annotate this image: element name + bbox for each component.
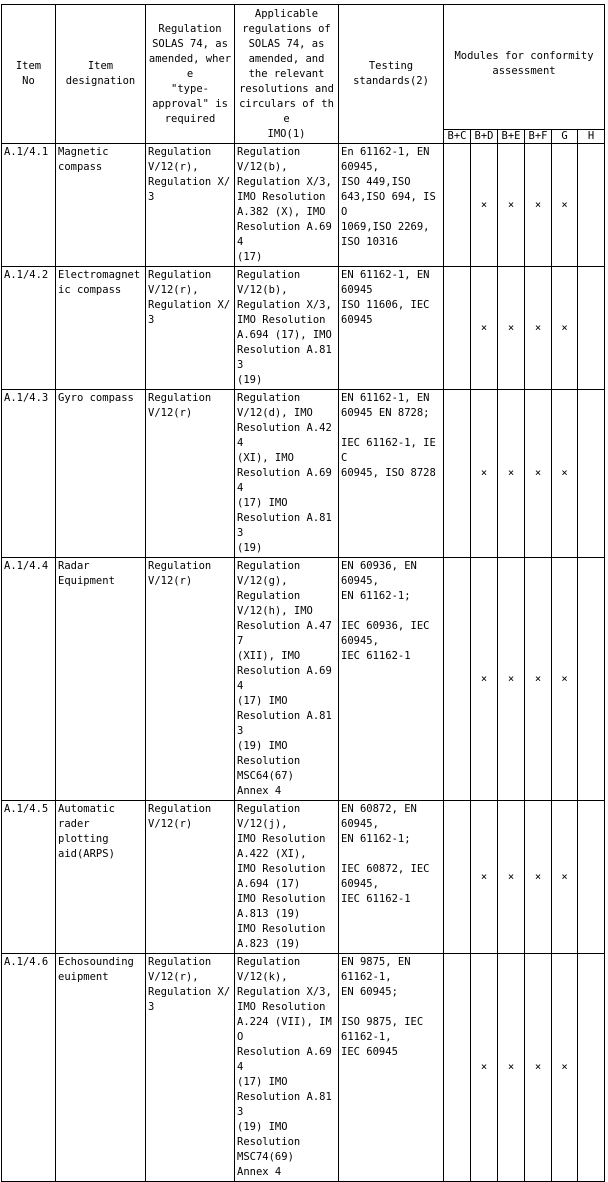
module-mark-cell xyxy=(552,954,578,1182)
module-mark-cell xyxy=(498,390,525,558)
regulation-cell: Regulation V/12(r) xyxy=(146,390,235,558)
item-no-cell: A.1/4.6 xyxy=(2,954,56,1182)
applicable-regulations-cell: Regulation V/12(b), Regulation X/3, IMO Resolution A.382 (X), IMO Resolution A.694 (17) xyxy=(235,144,339,267)
module-mark-cell xyxy=(471,144,498,267)
header-modules: Modules for conformity assessment xyxy=(444,5,605,130)
regulation-cell: Regulation V/12(r), Regulation X/3 xyxy=(146,954,235,1182)
module-mark-cell xyxy=(552,267,578,390)
testing-standards-cell: EN 60872, EN 60945, EN 61162-1; IEC 60872, IEC 60945, IEC 61162-1 xyxy=(339,801,444,954)
item-no-cell: A.1/4.1 xyxy=(2,144,56,267)
module-col-h: H xyxy=(578,130,605,144)
regulation-cell: Regulation V/12(r), Regulation X/3 xyxy=(146,267,235,390)
cross-mark-icon: × xyxy=(534,870,542,883)
item-designation-cell: Gyro compass xyxy=(56,390,146,558)
module-mark-cell xyxy=(498,954,525,1182)
regulation-cell: Regulation V/12(r) xyxy=(146,558,235,801)
regulation-cell: Regulation V/12(r), Regulation X/3 xyxy=(146,144,235,267)
cross-mark-icon: × xyxy=(534,198,542,211)
module-mark-cell xyxy=(578,954,605,1182)
applicable-regulations-cell: Regulation V/12(k), Regulation X/3, IMO Resolution A.224 (VII), IMO Resolution A.694 (17) IMO Resolution A.813 (19) IMO Resolution MSC74(69) Annex 4 xyxy=(235,954,339,1182)
module-col-be: B+E xyxy=(498,130,525,144)
module-mark-cell xyxy=(578,144,605,267)
cross-mark-icon: × xyxy=(507,1061,515,1073)
module-mark-cell xyxy=(578,558,605,801)
header-regulation: Regulation SOLAS 74, as amended, where "type- approval" is required xyxy=(146,5,235,144)
module-mark-cell xyxy=(498,144,525,267)
module-mark-cell xyxy=(444,558,471,801)
cross-mark-icon: × xyxy=(507,672,515,685)
testing-standards-cell: EN 61162-1, EN 60945 ISO 11606, IEC 60945 xyxy=(339,267,444,390)
cross-mark-icon: × xyxy=(534,467,542,479)
module-mark-cell xyxy=(525,267,552,390)
cross-mark-icon: × xyxy=(561,870,568,883)
header-item-designation: Item designation xyxy=(56,5,146,144)
cross-mark-icon: × xyxy=(534,672,542,685)
item-no-cell: A.1/4.2 xyxy=(2,267,56,390)
module-mark-cell xyxy=(444,267,471,390)
item-designation-cell: Echosounding euipment xyxy=(56,954,146,1182)
testing-standards-cell: EN 9875, EN 61162-1, EN 60945; ISO 9875, IEC 61162-1, IEC 60945 xyxy=(339,954,444,1182)
module-mark-cell xyxy=(578,801,605,954)
module-mark-cell xyxy=(525,144,552,267)
cross-mark-icon: × xyxy=(507,467,515,479)
module-mark-cell xyxy=(444,144,471,267)
applicable-regulations-cell: Regulation V/12(j), IMO Resolution A.422 (XI), IMO Resolution A.694 (17) IMO Resolution A.813 (19) IMO Resolution A.823 (19) xyxy=(235,801,339,954)
cross-mark-icon: × xyxy=(480,672,488,685)
module-mark-cell xyxy=(444,954,471,1182)
module-mark-cell xyxy=(552,390,578,558)
table-row xyxy=(2,144,605,267)
module-mark-cell xyxy=(578,390,605,558)
item-designation-cell: Automatic rader plotting aid(ARPS) xyxy=(56,801,146,954)
cross-mark-icon: × xyxy=(480,870,488,883)
cross-mark-icon: × xyxy=(561,321,568,334)
applicable-regulations-cell: Regulation V/12(g), Regulation V/12(h), IMO Resolution A.477 (XII), IMO Resolution A.694 (17) IMO Resolution A.813 (19) IMO Resolution MSC64(67) Annex 4 xyxy=(235,558,339,801)
module-mark-cell xyxy=(498,558,525,801)
module-col-bf: B+F xyxy=(525,130,552,144)
module-col-g: G xyxy=(552,130,578,144)
item-no-cell: A.1/4.3 xyxy=(2,390,56,558)
cross-mark-icon: × xyxy=(561,672,568,685)
module-mark-cell xyxy=(444,390,471,558)
module-mark-cell xyxy=(578,267,605,390)
applicable-regulations-cell: Regulation V/12(b), Regulation X/3, IMO Resolution A.694 (17), IMO Resolution A.813 (19) xyxy=(235,267,339,390)
cross-mark-icon: × xyxy=(561,467,568,479)
cross-mark-icon: × xyxy=(534,1061,542,1073)
module-mark-cell xyxy=(471,390,498,558)
module-mark-cell xyxy=(444,801,471,954)
module-mark-cell xyxy=(525,954,552,1182)
testing-standards-cell: En 61162-1, EN 60945, ISO 449,ISO 643,ISO 694, ISO 1069,ISO 2269, ISO 10316 xyxy=(339,144,444,267)
header-testing-standards: Testing standards(2) xyxy=(339,5,444,144)
cross-mark-icon: × xyxy=(507,321,515,334)
table-row xyxy=(2,390,605,558)
module-mark-cell xyxy=(498,801,525,954)
table-row xyxy=(2,558,605,801)
cross-mark-icon: × xyxy=(507,198,515,211)
testing-standards-cell: EN 61162-1, EN 60945 EN 8728; IEC 61162-1, IEC 60945, ISO 8728 xyxy=(339,390,444,558)
applicable-regulations-cell: Regulation V/12(d), IMO Resolution A.424 (XI), IMO Resolution A.694 (17) IMO Resolution A.813 (19) xyxy=(235,390,339,558)
table-row xyxy=(2,801,605,954)
module-mark-cell xyxy=(525,801,552,954)
module-mark-cell xyxy=(552,558,578,801)
table-row xyxy=(2,954,605,1182)
item-no-cell: A.1/4.4 xyxy=(2,558,56,801)
module-mark-cell xyxy=(471,267,498,390)
module-mark-cell xyxy=(471,954,498,1182)
module-mark-cell xyxy=(525,558,552,801)
regulation-cell: Regulation V/12(r) xyxy=(146,801,235,954)
cross-mark-icon: × xyxy=(561,198,568,211)
equipment-table xyxy=(1,4,605,1182)
header-item-no: Item No xyxy=(2,5,56,144)
module-mark-cell xyxy=(552,801,578,954)
module-mark-cell xyxy=(498,267,525,390)
testing-standards-cell: EN 60936, EN 60945, EN 61162-1; IEC 60936, IEC 60945, IEC 61162-1 xyxy=(339,558,444,801)
item-no-cell: A.1/4.5 xyxy=(2,801,56,954)
item-designation-cell: Radar Equipment xyxy=(56,558,146,801)
cross-mark-icon: × xyxy=(561,1061,568,1073)
item-designation-cell: Electromagnetic compass xyxy=(56,267,146,390)
cross-mark-icon: × xyxy=(480,198,488,211)
table-row xyxy=(2,267,605,390)
module-mark-cell xyxy=(525,390,552,558)
module-col-bc: B+C xyxy=(444,130,471,144)
item-designation-cell: Magnetic compass xyxy=(56,144,146,267)
cross-mark-icon: × xyxy=(534,321,542,334)
cross-mark-icon: × xyxy=(507,870,515,883)
cross-mark-icon: × xyxy=(480,467,488,479)
header-applicable-regulations: Applicable regulations of SOLAS 74, as amended, and the relevant resolutions and circulars of the IMO(1) xyxy=(235,5,339,144)
module-mark-cell xyxy=(552,144,578,267)
cross-mark-icon: × xyxy=(480,321,488,334)
module-mark-cell xyxy=(471,801,498,954)
module-col-bd: B+D xyxy=(471,130,498,144)
table-body xyxy=(2,144,605,1182)
module-mark-cell xyxy=(471,558,498,801)
cross-mark-icon: × xyxy=(480,1061,488,1073)
